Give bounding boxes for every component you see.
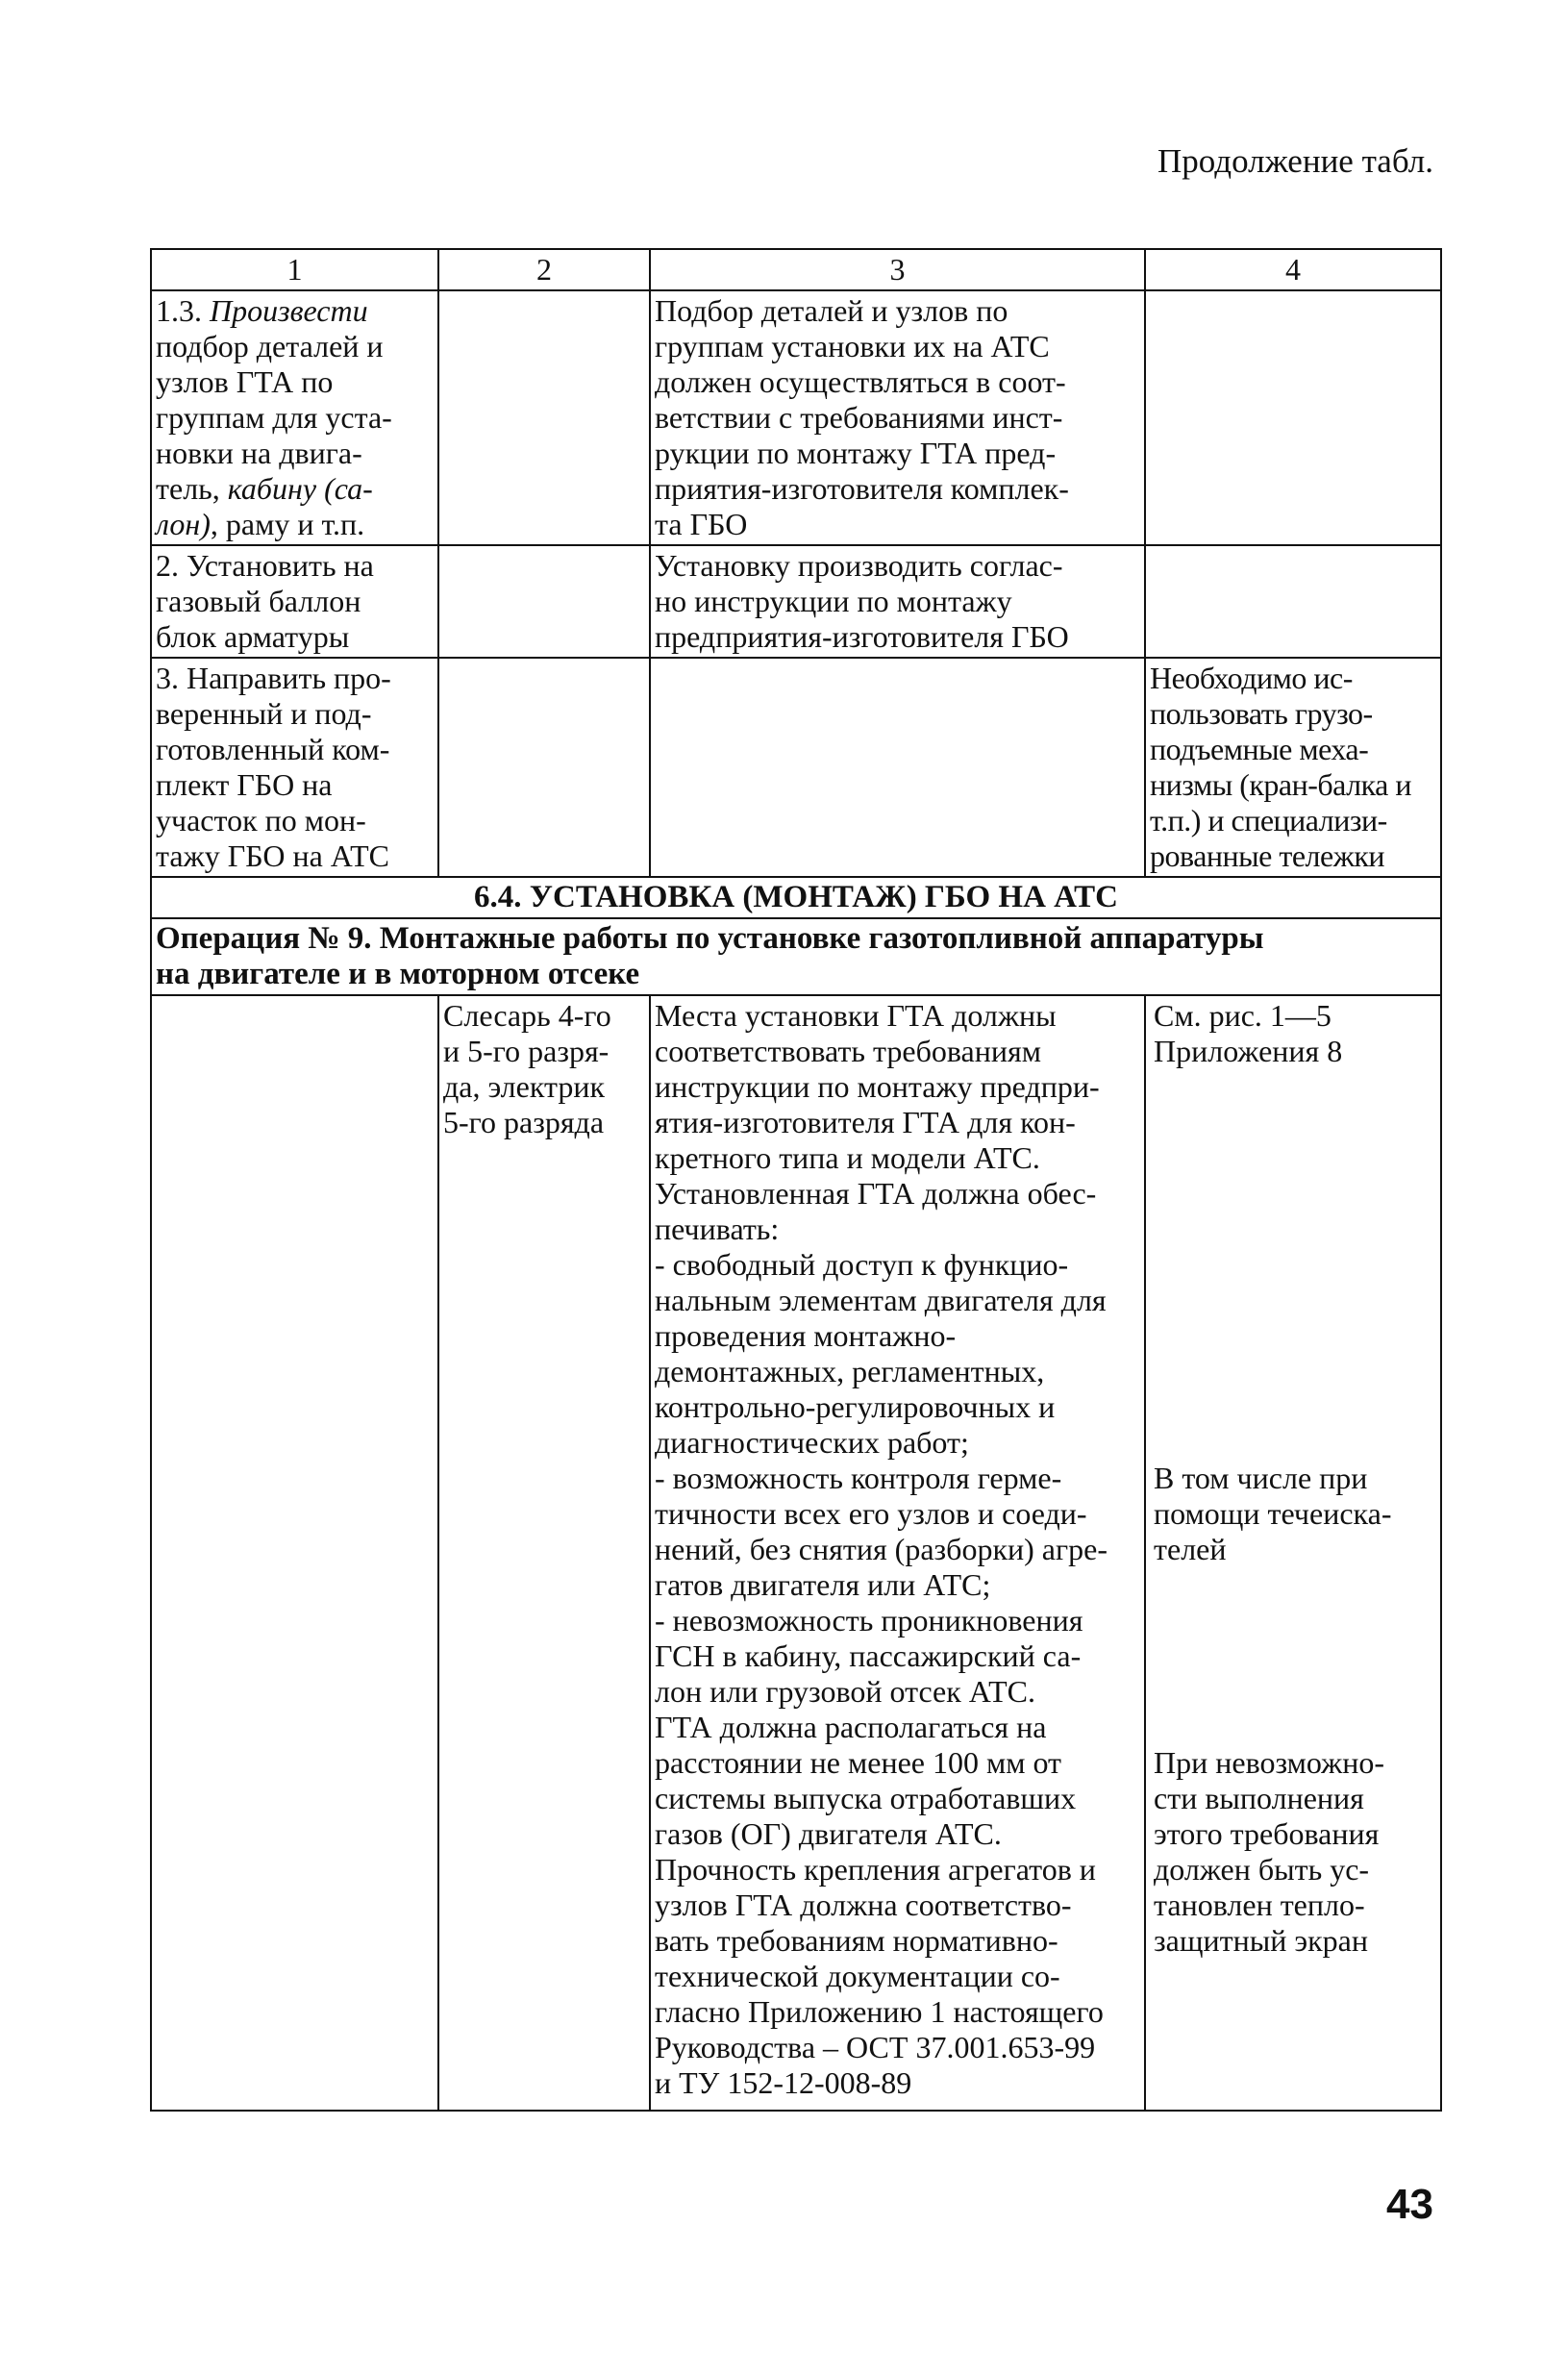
text-line: да, электрик <box>443 1069 605 1104</box>
text-line: вать требованиям нормативно- <box>655 1923 1058 1958</box>
text-line: - свободный доступ к функцио- <box>655 1247 1069 1282</box>
row3-col2 <box>438 658 650 877</box>
row3-col3 <box>650 658 1145 877</box>
section-title: 6.4. УСТАНОВКА (МОНТАЖ) ГБО НА АТС <box>151 877 1441 918</box>
text-line: помощи течеиска- <box>1154 1496 1392 1531</box>
text-line: 1.3. Произвести <box>156 293 368 328</box>
op-col2 <box>438 995 650 2111</box>
text-line: участок по мон- <box>156 803 366 838</box>
text-line: проведения монтажно- <box>655 1318 957 1353</box>
text-line: подъемные меха- <box>1150 732 1369 766</box>
text-line: лон или грузовой отсек АТС. <box>655 1674 1035 1709</box>
row2-col1 <box>151 545 438 658</box>
note-leak-detectors <box>1154 1461 1391 1567</box>
text-line: - возможность контроля герме- <box>655 1461 1062 1495</box>
text-line: Операция № 9. Монтажные работы по установке газотопливной аппаратуры <box>156 921 1264 956</box>
text-line: этого требования <box>1154 1816 1380 1851</box>
text-line: нальным элементам двигателя для <box>655 1283 1107 1317</box>
row2-col2 <box>438 545 650 658</box>
text-line: контрольно-регулировочных и <box>655 1389 1056 1424</box>
text-line: но инструкции по монтажу <box>655 584 1012 618</box>
note-heat-shield <box>1154 1745 1384 1959</box>
text-line: должен быть ус- <box>1154 1852 1370 1887</box>
text-line: рукции по монтажу ГТА пред- <box>655 436 1057 470</box>
text-line: телей <box>1154 1532 1227 1566</box>
text-line: системы выпуска отработавших <box>655 1781 1077 1815</box>
text-line: расстоянии не менее 100 мм от <box>655 1745 1062 1780</box>
table-row <box>151 995 1441 2111</box>
text-line: на двигателе и в моторном отсеке <box>156 957 640 991</box>
text-line: - невозможность проникновения <box>655 1603 1083 1638</box>
text-line: должен осуществляться в соот- <box>655 364 1066 399</box>
column-number-row <box>151 249 1441 290</box>
text-line: веренный и под- <box>156 696 372 731</box>
text-line: и ТУ 152-12-008-89 <box>655 2065 912 2100</box>
table-row <box>151 658 1441 877</box>
row2-col3 <box>650 545 1145 658</box>
text-line: Приложения 8 <box>1154 1034 1343 1068</box>
text-line: ветствии с требованиями инст- <box>655 400 1063 435</box>
text-line: предприятия-изготовителя ГБО <box>655 619 1069 654</box>
table-row <box>151 290 1441 545</box>
text-line: нений, без снятия (разборки) агре- <box>655 1532 1108 1566</box>
row3-col1 <box>151 658 438 877</box>
text-line: гласно Приложению 1 настоящего <box>655 1994 1104 2029</box>
section-row <box>151 877 1441 918</box>
page-number: 43 <box>1386 2181 1433 2228</box>
note-figures <box>1154 998 1342 1069</box>
text-line: тановлен тепло- <box>1154 1888 1365 1922</box>
column-number-2: 2 <box>438 249 650 290</box>
text-line: 3. Направить про- <box>156 661 391 695</box>
text-line: тажу ГБО на АТС <box>156 838 389 873</box>
text-line: т.п.) и специализи- <box>1150 803 1387 838</box>
text-line: Подбор деталей и узлов по <box>655 293 1008 328</box>
text-line: тель, кабину (са- <box>156 471 373 506</box>
text-line: готовленный ком- <box>156 732 390 766</box>
page-header: Продолжение табл. <box>1157 142 1433 180</box>
text-line: 5-го разряда <box>443 1105 605 1139</box>
op-col4 <box>1145 995 1441 2111</box>
column-number-3: 3 <box>650 249 1145 290</box>
op-col1 <box>151 995 438 2111</box>
text-line: сти выполнения <box>1154 1781 1364 1815</box>
text-line: При невозможно- <box>1154 1745 1384 1780</box>
text-line: защитный экран <box>1154 1923 1368 1958</box>
text-line: та ГБО <box>655 507 748 541</box>
operation-title <box>151 918 1441 995</box>
column-number-1: 1 <box>151 249 438 290</box>
text-line: демонтажных, регламентных, <box>655 1354 1045 1388</box>
work-table <box>150 248 1442 2112</box>
row1-col4 <box>1145 290 1441 545</box>
text-line: 2. Установить на <box>156 548 374 583</box>
text-line: группам для уста- <box>156 400 392 435</box>
text-line: технической документации со- <box>655 1959 1060 1993</box>
text-line: узлов ГТА по <box>156 364 334 399</box>
text-line: См. рис. 1—5 <box>1154 998 1332 1033</box>
text-line: инструкции по монтажу предпри- <box>655 1069 1100 1104</box>
row1-col3 <box>650 290 1145 545</box>
text-line: пользовать грузо- <box>1150 696 1373 731</box>
row2-col4 <box>1145 545 1441 658</box>
text-line: новки на двига- <box>156 436 362 470</box>
op-col3 <box>650 995 1145 2111</box>
text-line: ГСН в кабину, пассажирский са- <box>655 1638 1082 1673</box>
text-line: Руководства – ОСТ 37.001.653-99 <box>655 2030 1096 2064</box>
text-line: подбор деталей и <box>156 329 384 363</box>
text-line: гатов двигателя или АТС; <box>655 1567 991 1602</box>
text-line: газовый баллон <box>156 584 361 618</box>
text-line: газов (ОГ) двигателя АТС. <box>655 1816 1002 1851</box>
text-line: рованные тележки <box>1150 838 1384 873</box>
text-line: Установленная ГТА должна обес- <box>655 1176 1097 1211</box>
text-line: соответствовать требованиям <box>655 1034 1041 1068</box>
table-row <box>151 545 1441 658</box>
text-line: Места установки ГТА должны <box>655 998 1057 1033</box>
text-line: плект ГБО на <box>156 767 333 802</box>
text-line: В том числе при <box>1154 1461 1368 1495</box>
text-line: узлов ГТА должна соответство- <box>655 1888 1072 1922</box>
text-line: группам установки их на АТС <box>655 329 1050 363</box>
text-line: блок арматуры <box>156 619 350 654</box>
text-line: ятия-изготовителя ГТА для кон- <box>655 1105 1076 1139</box>
text-line: приятия-изготовителя комплек- <box>655 471 1069 506</box>
row1-col2 <box>438 290 650 545</box>
row3-col4 <box>1145 658 1441 877</box>
operation-row <box>151 918 1441 995</box>
text-line: лон), раму и т.п. <box>156 507 365 541</box>
text-line: низмы (кран-балка и <box>1150 767 1411 802</box>
text-line: и 5-го разря- <box>443 1034 610 1068</box>
text-line: тичности всех его узлов и соеди- <box>655 1496 1087 1531</box>
row1-col1 <box>151 290 438 545</box>
text-line: кретного типа и модели АТС. <box>655 1140 1040 1175</box>
text-line: Слесарь 4-го <box>443 998 611 1033</box>
text-line: ГТА должна располагаться на <box>655 1710 1047 1744</box>
text-line: Установку производить соглас- <box>655 548 1063 583</box>
text-line: Прочность крепления агрегатов и <box>655 1852 1096 1887</box>
column-number-4: 4 <box>1145 249 1441 290</box>
text-line: диагностических работ; <box>655 1425 969 1460</box>
text-line: Необходимо ис- <box>1150 661 1353 695</box>
text-line: печивать: <box>655 1212 780 1246</box>
